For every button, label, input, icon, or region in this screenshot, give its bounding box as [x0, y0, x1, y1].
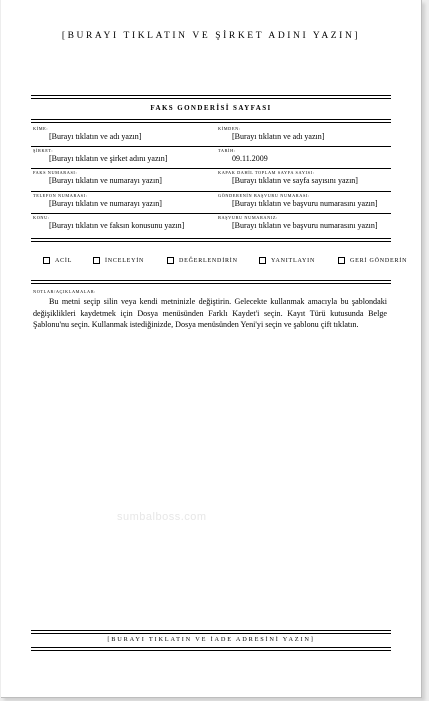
faks-label: FAKS NUMARASI:: [33, 170, 78, 175]
gonderen-basvuru-value[interactable]: [Burayı tıklatın ve başvuru numarasını yazın]: [232, 199, 378, 208]
kimden-label: KİMDEN:: [218, 126, 241, 131]
field-row-sirket: [31, 147, 391, 169]
action-checkboxes: [31, 257, 408, 267]
checkbox-label: YANITLAYIN: [271, 257, 316, 264]
checkbox-acil[interactable]: [43, 257, 72, 264]
checkbox-square[interactable]: [43, 257, 50, 264]
checkbox-yanitlayin[interactable]: [259, 257, 315, 264]
field-row-faks: [31, 169, 391, 191]
tarih-label: TARİH:: [218, 148, 236, 153]
kimden-value[interactable]: [Burayı tıklatın ve adı yazın]: [232, 132, 325, 141]
kime-field: [31, 125, 214, 147]
telefon-label: TELEFON NUMARASI:: [33, 193, 88, 198]
konu-value[interactable]: [Burayı tıklatın ve faksın konusunu yazın]: [49, 221, 185, 230]
field-row-konu: [31, 214, 391, 236]
basvuru-field: [216, 214, 399, 236]
kimden-field: [216, 125, 399, 147]
header-rule: [31, 95, 391, 99]
document-title: FAKS GONDERİSİ SAYFASI: [150, 104, 272, 112]
checkbox-label: İNCELEYİN: [105, 257, 145, 264]
kapak-value[interactable]: [Burayı tıklatın ve sayfa sayısını yazın]: [232, 176, 358, 185]
tarih-field: [216, 147, 399, 169]
notes-label: NOTLAR/AÇIKLAMALAR:: [33, 289, 96, 294]
kime-label: KİME:: [33, 126, 49, 131]
checkbox-square[interactable]: [338, 257, 345, 264]
konu-label: KONU:: [33, 215, 50, 220]
return-address-placeholder[interactable]: [BURAYI TIKLATIN VE İADE ADRESİNİ YAZIN]: [107, 636, 315, 643]
watermark-text: sumbalboss.com: [117, 511, 207, 523]
checkbox-geri-gonderin[interactable]: [338, 257, 407, 264]
kapak-label: KAPAK DAHİL TOPLAM SAYFA SAYISI:: [218, 170, 315, 175]
basvuru-label: BAŞVURU NUMARANIZ:: [218, 215, 278, 220]
checkbox-square[interactable]: [259, 257, 266, 264]
company-name-placeholder[interactable]: [BURAYI TIKLATIN VE ŞİRKET ADINI YAZIN]: [61, 31, 361, 41]
checkbox-square[interactable]: [93, 257, 100, 264]
title-rule: [31, 119, 391, 123]
basvuru-value[interactable]: [Burayı tıklatın ve başvuru numarasını yazın]: [232, 221, 378, 230]
checkbox-label: ACİL: [55, 257, 73, 264]
field-row-telefon: [31, 192, 391, 214]
gonderen-basvuru-field: [216, 192, 399, 214]
gonderen-basvuru-label: GÖNDERENİN BAŞVURU NUMARASI:: [218, 193, 310, 198]
footer-bottom-rule: [31, 647, 391, 651]
fax-document-page: [1, 0, 422, 698]
telefon-field: [31, 192, 214, 214]
tarih-value[interactable]: 09.11.2009: [232, 154, 268, 163]
checkbox-inceleyin[interactable]: [93, 257, 144, 264]
checkbox-degerlendirin[interactable]: [167, 257, 238, 264]
sirket-field: [31, 147, 214, 169]
checkbox-label: GERİ GÖNDERİN: [350, 257, 408, 264]
sirket-label: ŞİRKET:: [33, 148, 54, 153]
notes-top-rule: [31, 280, 391, 284]
field-row-kime: [31, 125, 391, 147]
faks-value[interactable]: [Burayı tıklatın ve numarayı yazın]: [49, 176, 162, 185]
sirket-value[interactable]: [Burayı tıklatın ve şirket adını yazın]: [49, 154, 168, 163]
kime-value[interactable]: [Burayı tıklatın ve adı yazın]: [49, 132, 142, 141]
telefon-value[interactable]: [Burayı tıklatın ve numarayı yazın]: [49, 199, 162, 208]
checkbox-square[interactable]: [167, 257, 174, 264]
notes-text[interactable]: Bu metni seçip silin veya kendi metninizle değiştirin. Gelecekte kullanmak amacıyla bu şablondaki değişiklikleri kaydetmek için Dosya menüsünden Farklı Kaydet'i seçin. Kayıt Türü kutusunda Belge Şablonu'nu seçin. Kullanmak istediğinizde, Dosya menüsünden Yeni'yi seçin ve şablonu çift tıklatın.: [33, 297, 387, 330]
kapak-field: [216, 169, 399, 191]
fields-bottom-rule: [31, 238, 391, 242]
konu-field: [31, 214, 214, 236]
checkbox-label: DEĞERLENDİRİN: [179, 257, 238, 264]
footer-top-rule: [31, 630, 391, 634]
faks-field: [31, 169, 214, 191]
